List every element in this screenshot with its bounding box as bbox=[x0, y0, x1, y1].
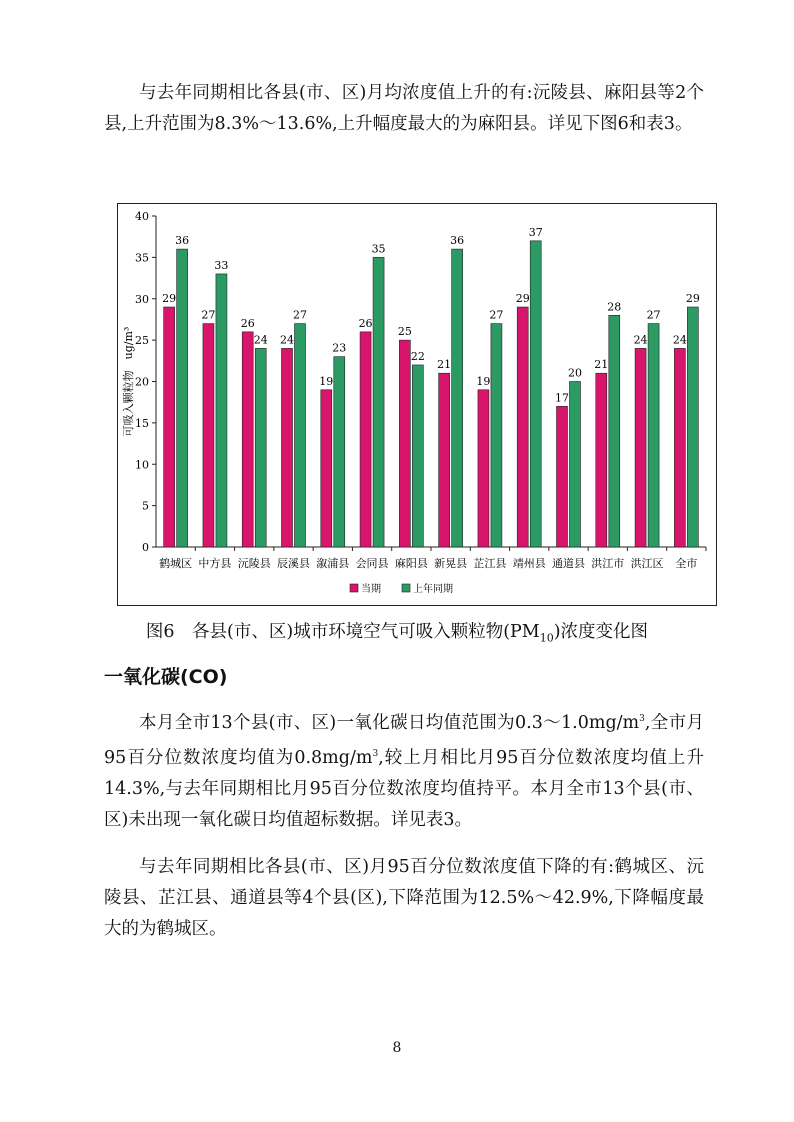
x-tick-label: 鹤城区 bbox=[159, 557, 193, 570]
data-label: 24 bbox=[280, 333, 294, 347]
bar-current bbox=[360, 332, 371, 547]
bar-last-year bbox=[412, 365, 423, 547]
y-tick-label: 0 bbox=[142, 541, 149, 554]
data-label: 29 bbox=[515, 292, 530, 306]
paragraph-pm10-rise: 与去年同期相比各县(市、区)月均浓度值上升的有:沅陵县、麻阳县等2个县,上升范围为8.3%～13.6%,上升幅度最大的为麻阳县。详见下图6和表3。 bbox=[104, 83, 704, 134]
data-label: 21 bbox=[437, 358, 452, 372]
data-label: 27 bbox=[489, 308, 504, 322]
data-label: 26 bbox=[240, 316, 255, 330]
data-label: 36 bbox=[175, 234, 190, 248]
bar-last-year bbox=[687, 307, 698, 547]
bar-last-year bbox=[177, 249, 188, 547]
data-label: 29 bbox=[685, 292, 700, 306]
bar-current bbox=[517, 307, 528, 547]
bar-current bbox=[203, 324, 214, 547]
data-label: 17 bbox=[555, 391, 569, 405]
bar-current bbox=[635, 348, 646, 547]
page-number: 8 bbox=[392, 1040, 402, 1056]
co-text-part3: ,较上月相比月95百分位数浓度均值上升14.3%,与去年同期相比月95百分位数浓度均值持平。本月全市13个县(市、区)未出现一氧化碳日均值超标数据。详见表3。 bbox=[104, 747, 704, 830]
x-tick-label: 沅陵县 bbox=[237, 557, 271, 570]
caption-prefix: 图6 各县(市、区)城市环境空气可吸入颗粒物(PM bbox=[145, 622, 540, 642]
caption-suffix: )浓度变化图 bbox=[553, 622, 649, 642]
bar-current bbox=[478, 390, 489, 547]
legend-swatch bbox=[350, 584, 358, 592]
data-label: 29 bbox=[162, 292, 177, 306]
bar-current bbox=[596, 373, 607, 547]
superscript-cubed: 3 bbox=[639, 714, 645, 724]
x-tick-label: 洪江市 bbox=[591, 557, 625, 570]
bar-current bbox=[674, 348, 685, 547]
x-tick-label: 新晃县 bbox=[434, 557, 468, 570]
pm10-chart bbox=[117, 203, 717, 606]
x-tick-label: 溆浦县 bbox=[316, 557, 350, 570]
legend-label: 当期 bbox=[361, 584, 381, 595]
data-label: 26 bbox=[358, 316, 373, 330]
y-tick-label: 15 bbox=[135, 416, 149, 430]
x-tick-label: 中方县 bbox=[198, 557, 232, 570]
y-tick-label: 20 bbox=[135, 375, 149, 389]
y-tick-label: 30 bbox=[135, 292, 149, 306]
x-tick-label: 会同县 bbox=[355, 557, 389, 570]
superscript-cubed: 3 bbox=[372, 748, 379, 759]
data-label: 27 bbox=[646, 308, 661, 322]
bar-current bbox=[439, 373, 450, 547]
pm10-bar-chart bbox=[118, 204, 716, 605]
paragraph-co-decline: 与去年同期相比各县(市、区)月95百分位数浓度值下降的有:鹤城区、沅陵县、芷江县、通道县等4个县(区),下降范围为12.5%～42.9%,下降幅度最大的为鹤城区。 bbox=[104, 857, 704, 939]
bar-last-year bbox=[255, 348, 266, 547]
data-label: 19 bbox=[476, 374, 491, 388]
data-label: 28 bbox=[607, 300, 622, 314]
paragraph-co-summary bbox=[104, 704, 704, 836]
data-label: 33 bbox=[214, 258, 229, 272]
bar-last-year bbox=[216, 274, 227, 547]
x-tick-label: 通道县 bbox=[552, 557, 585, 570]
bar-last-year bbox=[452, 249, 463, 547]
bar-current bbox=[321, 390, 332, 547]
data-label: 36 bbox=[450, 234, 465, 248]
legend-swatch bbox=[402, 584, 410, 592]
bar-last-year bbox=[570, 382, 581, 548]
bar-last-year bbox=[295, 324, 306, 547]
bar-last-year bbox=[648, 324, 659, 547]
bar-current bbox=[282, 348, 293, 547]
bar-current bbox=[242, 332, 253, 547]
co-text-part2: ,全市月95百分位数浓度均值为0.8mg/m bbox=[104, 712, 704, 768]
x-tick-label: 辰溪县 bbox=[277, 557, 310, 570]
bar-last-year bbox=[609, 315, 620, 547]
bar-current bbox=[164, 307, 175, 547]
bar-last-year bbox=[334, 357, 345, 547]
bar-current bbox=[557, 406, 568, 547]
data-label: 24 bbox=[253, 333, 268, 347]
data-label: 27 bbox=[293, 308, 307, 322]
x-tick-label: 芷江县 bbox=[473, 557, 507, 570]
caption-subscript: 10 bbox=[539, 631, 554, 645]
bar-last-year bbox=[530, 241, 541, 547]
data-label: 37 bbox=[528, 225, 543, 239]
data-label: 21 bbox=[594, 358, 609, 372]
data-label: 27 bbox=[201, 308, 216, 322]
x-tick-label: 麻阳县 bbox=[394, 557, 428, 570]
data-label: 25 bbox=[397, 325, 412, 339]
figure-caption bbox=[0, 618, 794, 645]
data-label: 23 bbox=[332, 341, 347, 355]
y-tick-label: 25 bbox=[135, 334, 149, 348]
section-heading-co: 一氧化碳(CO) bbox=[104, 666, 228, 688]
data-label: 35 bbox=[371, 242, 386, 256]
y-axis-label: 可吸入颗粒物 ug/m³ bbox=[122, 326, 135, 437]
bar-current bbox=[399, 340, 410, 547]
bar-last-year bbox=[491, 324, 502, 547]
x-tick-label: 全市 bbox=[675, 557, 698, 570]
data-label: 24 bbox=[672, 333, 687, 347]
y-tick-label: 5 bbox=[142, 499, 149, 513]
y-tick-label: 40 bbox=[135, 210, 149, 223]
data-label: 22 bbox=[410, 349, 425, 363]
x-tick-label: 靖州县 bbox=[512, 557, 546, 570]
y-tick-label: 35 bbox=[135, 251, 149, 265]
legend-label: 上年同期 bbox=[413, 584, 453, 595]
bar-last-year bbox=[373, 257, 384, 547]
data-label: 24 bbox=[633, 333, 648, 347]
x-tick-label: 洪江区 bbox=[630, 557, 664, 570]
data-label: 20 bbox=[568, 366, 582, 380]
y-tick-label: 10 bbox=[135, 458, 149, 472]
data-label: 19 bbox=[319, 374, 334, 388]
co-text-part1: 本月全市13个县(市、区)一氧化碳日均值范围为0.3～1.0mg/m bbox=[139, 712, 640, 733]
